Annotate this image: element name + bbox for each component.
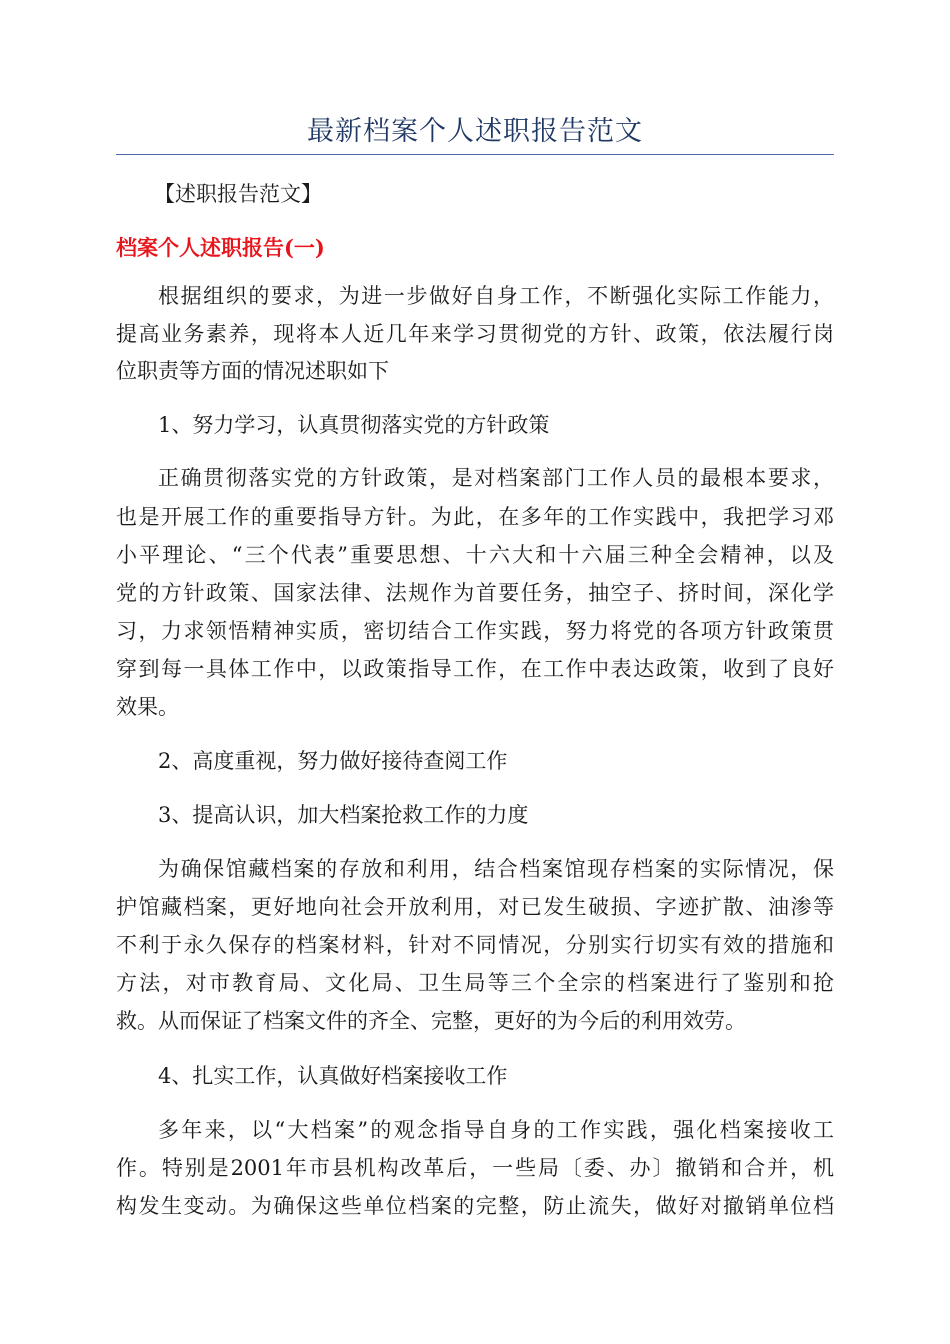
paragraph-line: 也是开展工作的重要指导方针。为此，在多年的工作实践中，我把学习邓 xyxy=(116,505,834,529)
section-heading: 档案个人述职报告(一) xyxy=(116,235,325,260)
list-item-heading: 1、努力学习，认真贯彻落实党的方针政策 xyxy=(158,413,550,437)
paragraph-line: 提高业务素养，现将本人近几年来学习贯彻党的方针、政策，依法履行岗 xyxy=(116,322,834,346)
paragraph-line: 多年来，以“大档案”的观念指导自身的工作实践，强化档案接收工 xyxy=(158,1118,834,1142)
paragraph-line: 不利于永久保存的档案材料，针对不同情况，分别实行切实有效的措施和 xyxy=(116,933,834,957)
paragraph-line: 救。从而保证了档案文件的齐全、完整，更好的为今后的利用效劳。 xyxy=(116,1009,746,1033)
paragraph-line: 为确保馆藏档案的存放和利用，结合档案馆现存档案的实际情况，保 xyxy=(158,857,834,881)
subheading: 【述职报告范文】 xyxy=(154,182,322,206)
paragraph-line: 效果。 xyxy=(116,695,179,719)
paragraph-line: 穿到每一具体工作中，以政策指导工作，在工作中表达政策，收到了良好 xyxy=(116,657,834,681)
paragraph-line: 构发生变动。为确保这些单位档案的完整，防止流失，做好对撤销单位档 xyxy=(116,1194,834,1218)
title-underline xyxy=(116,154,834,155)
paragraph-line: 党的方针政策、国家法律、法规作为首要任务，抽空子、挤时间，深化学 xyxy=(116,581,834,605)
list-item-heading: 3、提高认识，加大档案抢救工作的力度 xyxy=(158,803,529,827)
paragraph-line: 小平理论、“三个代表”重要思想、十六大和十六届三种全会精神，以及 xyxy=(116,543,834,567)
document-title: 最新档案个人述职报告范文 xyxy=(307,116,643,147)
paragraph-line: 习，力求领悟精神实质，密切结合工作实践，努力将党的各项方针政策贯 xyxy=(116,619,834,643)
paragraph-line: 根据组织的要求，为进一步做好自身工作，不断强化实际工作能力， xyxy=(158,284,834,308)
list-item-heading: 2、高度重视，努力做好接待查阅工作 xyxy=(158,749,508,773)
list-item-heading: 4、扎实工作，认真做好档案接收工作 xyxy=(158,1064,508,1088)
paragraph-line: 方法，对市教育局、文化局、卫生局等三个全宗的档案进行了鉴别和抢 xyxy=(116,971,834,995)
paragraph-line: 作。特别是2001年市县机构改革后，一些局〔委、办〕撤销和合并，机 xyxy=(116,1156,834,1180)
paragraph-line: 护馆藏档案，更好地向社会开放利用，对已发生破损、字迹扩散、油渗等 xyxy=(116,895,834,919)
paragraph-line: 位职责等方面的情况述职如下 xyxy=(116,359,389,383)
paragraph-line: 正确贯彻落实党的方针政策，是对档案部门工作人员的最根本要求， xyxy=(158,466,834,490)
